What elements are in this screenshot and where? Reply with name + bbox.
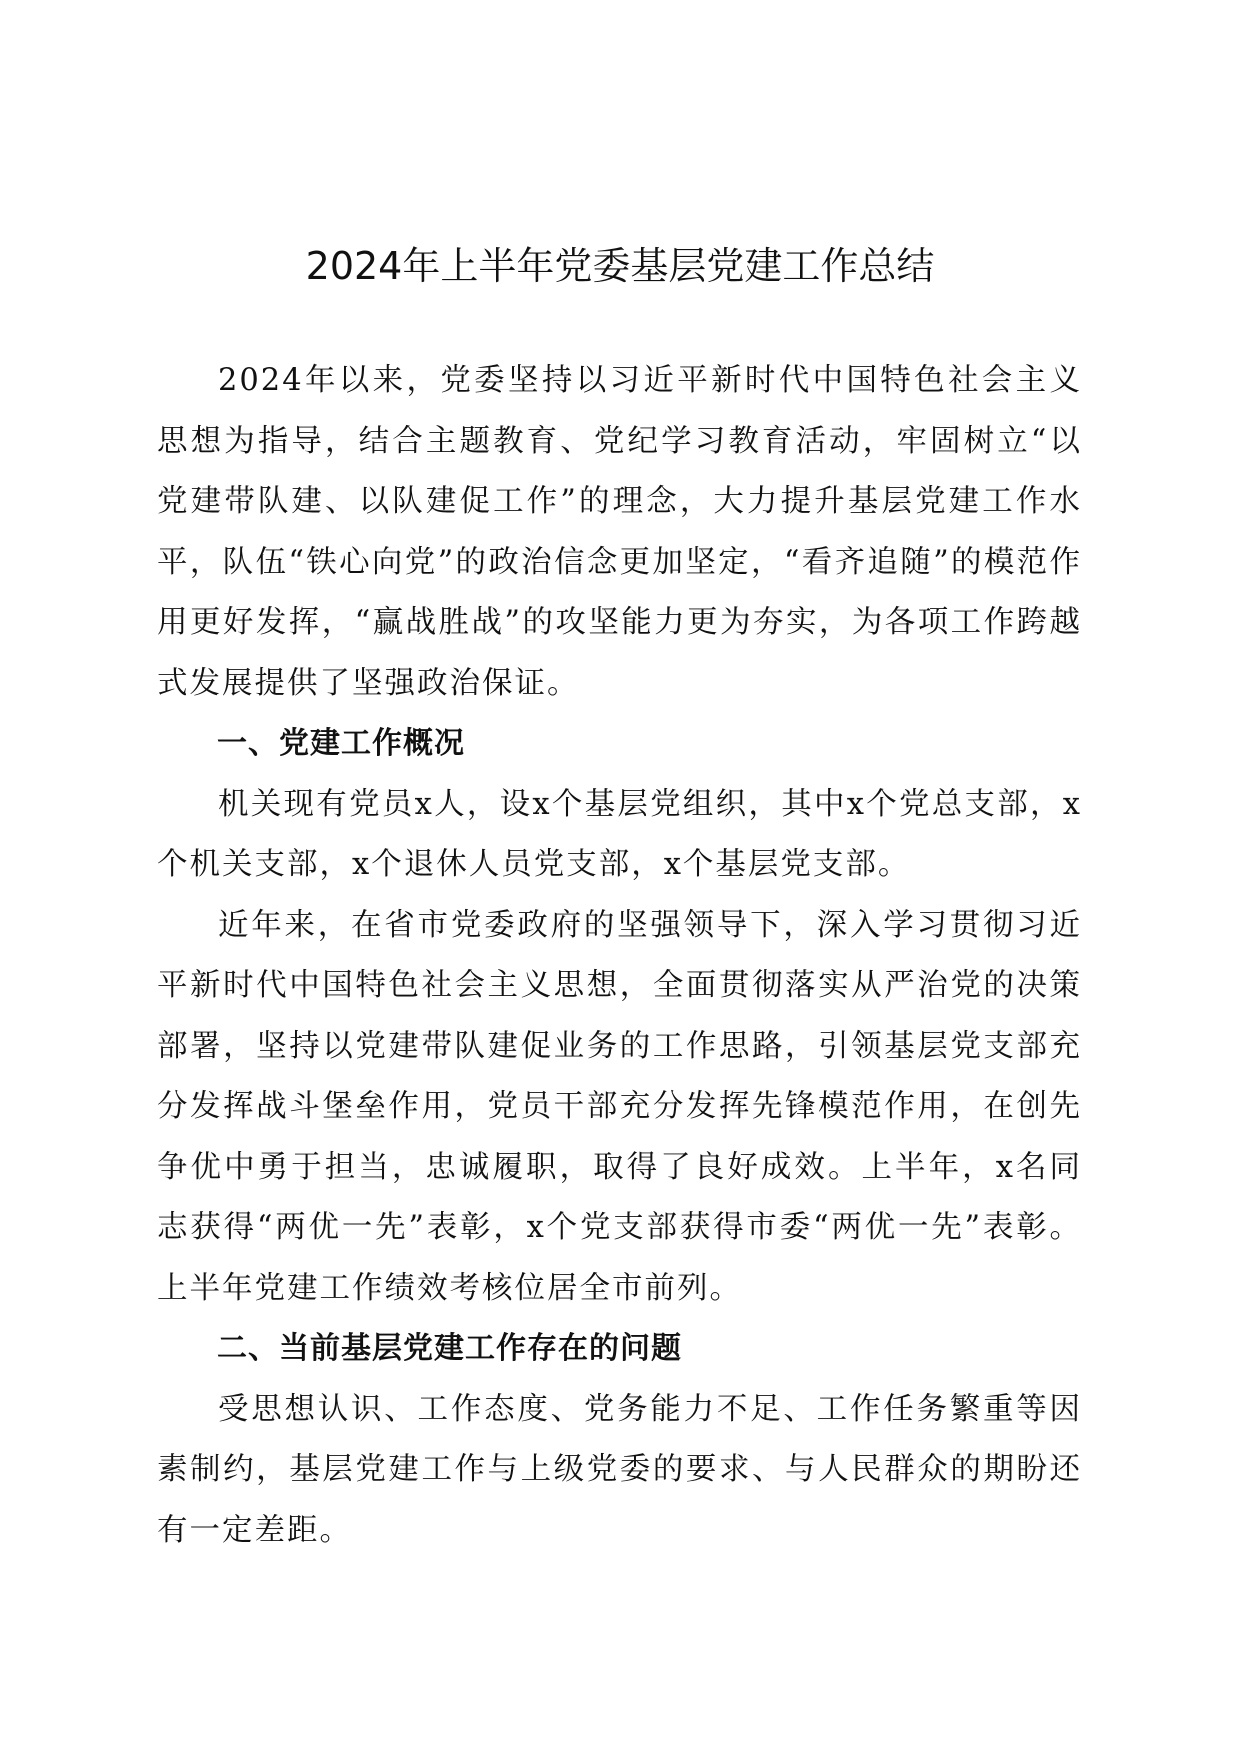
document-body — [157, 351, 1082, 1561]
section-heading-problems: 二、当前基层党建工作存在的问题 — [217, 1331, 682, 1366]
problems-paragraph: 受思想认识、工作态度、党务能力不足、工作任务繁重等因素制约，基层党建工作与上级党委的要求、与人民群众的期盼还有一定差距。 — [157, 1391, 1082, 1548]
document-title: 2024年上半年党委基层党建工作总结 — [305, 244, 935, 288]
overview-paragraph-2: 近年来，在省市党委政府的坚强领导下，深入学习贯彻习近平新时代中国特色社会主义思想，全面贯彻落实从严治党的决策部署，坚持以党建带队建促业务的工作思路，引领基层党支部充分发挥战斗堡垒作用，党员干部充分发挥先锋模范作用，在创先争优中勇于担当，忠诚履职，取得了良好成效。上半年，x名同志获得“两优一先”表彰，x个党支部获得市委“两优一先”表彰。上半年党建工作绩效考核位居全市前列。 — [157, 907, 1082, 1306]
intro-paragraph: 2024年以来，党委坚持以习近平新时代中国特色社会主义思想为指导，结合主题教育、党纪学习教育活动，牢固树立“以党建带队建、以队建促工作”的理念，大力提升基层党建工作水平，队伍“铁心向党”的政治信念更加坚定，“看齐追随”的模范作用更好发挥，“赢战胜战”的攻坚能力更为夯实，为各项工作跨越式发展提供了坚强政治保证。 — [157, 363, 1082, 701]
overview-paragraph-1: 机关现有党员x人，设x个基层党组织，其中x个党总支部，x个机关支部，x个退休人员党支部，x个基层党支部。 — [157, 786, 1082, 882]
section-heading-overview: 一、党建工作概况 — [217, 726, 465, 761]
